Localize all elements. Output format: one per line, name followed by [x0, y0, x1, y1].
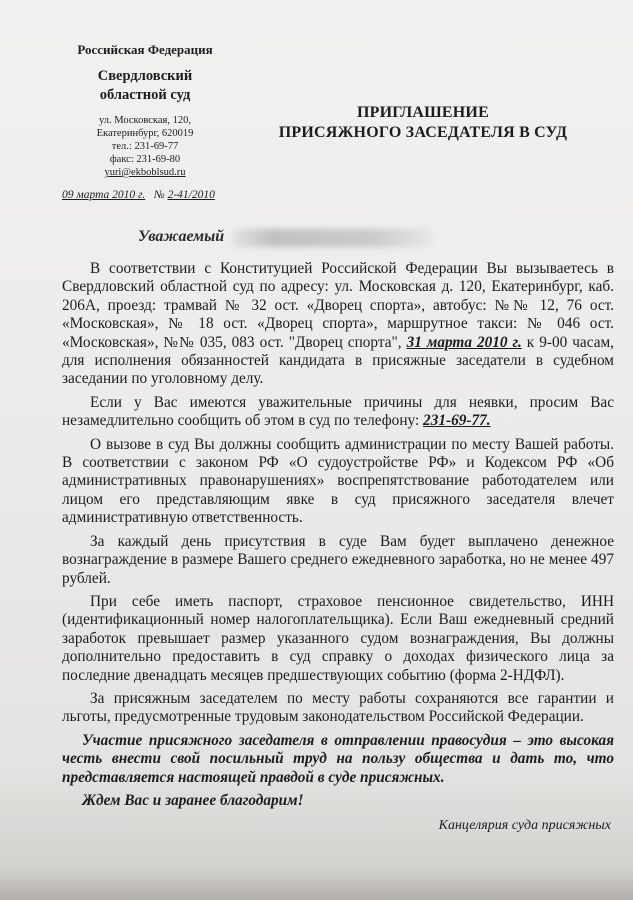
address-line1: ул. Московская, 120, [99, 115, 191, 126]
sender-block [50, 40, 240, 179]
registration-number: 2-41/2010 [167, 189, 215, 201]
phone-number: тел.: 231-69-77 [111, 141, 179, 152]
absence-text: Если у Вас имеются уважительные причины для неявки, просим Вас незамедлительно сообщить об этом в суд по телефону: [62, 393, 614, 430]
closing-statement: Участие присяжного заседателя в отправлении правосудия – это высокая честь внести свой посильный труд на пользу общества и дать то, что представляется настоящей правдой в суде присяжных. [62, 731, 614, 786]
signature: Канцелярия суда присяжных [438, 818, 611, 833]
fax-number: факс: 231-69-80 [109, 154, 181, 165]
page-shadow [0, 868, 633, 900]
court-name-line1: Свердловский [97, 68, 193, 84]
contact-phone: 231-69-77. [423, 412, 491, 430]
country-name: Российская Федерация [77, 42, 213, 57]
title-line1: ПРИГЛАШЕНИЕ [357, 104, 489, 121]
paragraph-compensation: За каждый день присутствия в суде Вам будет выплачено денежное вознаграждение в размере Вашего среднего ежедневного заработка, но не менее 497 рублей. [62, 532, 614, 587]
court-contacts [50, 114, 240, 179]
summons-text: В соответствии с Конституцией Российской Федерации Вы вызываетесь в Свердловский областной суд по адресу: ул. Московская д. 120, Екатеринбург, каб. 206А, проезд: трамвай № 32 ост. «Дворец спорта», автобус: №№ 12, 76 ост. «Московская», № 18 ост. «Дворец спорта», маршрутное такси: № 046 ост. «Московская», №№ 035, 083 ост. "Дворец спорта", [62, 260, 614, 351]
court-name-line2: областной суд [99, 87, 191, 103]
letter-body [62, 260, 614, 815]
email-address: yuri@ekboblsud.ru [104, 167, 186, 178]
registration-number-label: № [153, 189, 165, 201]
redacted-name [232, 229, 432, 247]
paragraph-absence [62, 394, 614, 431]
closing-thanks: Ждем Вас и заранее благодарим! [82, 791, 304, 809]
court-name [50, 67, 240, 105]
registration-line [62, 189, 215, 201]
greeting: Уважаемый [138, 228, 225, 245]
paragraph-summons [62, 260, 614, 389]
title-line2: ПРИСЯЖНОГО ЗАСЕДАТЕЛЯ В СУД [278, 124, 568, 141]
registration-date: 09 марта 2010 г. [62, 189, 146, 201]
paragraph-guarantees: За присяжным заседателем по месту работы сохраняются все гарантии и льготы, предусмотренные трудовым законодательством Российской Федерации. [62, 689, 614, 726]
paragraph-employer: О вызове в суд Вы должны сообщить администрации по месту Вашей работы. В соответствии с законом РФ «О судоустройстве РФ» и Кодексом РФ «Об административных правонарушениях» воспрепятствование работодателем или лицом его представляющим явке в суд присяжного заседателя влечет административную ответственность. [62, 435, 614, 527]
summons-text-end: к 9-00 часам, для исполнения обязанностей кандидата в присяжные заседатели в судебном заседании по уголовному делу. [62, 333, 614, 388]
address-line2: Екатеринбург, 620019 [96, 128, 194, 139]
closing-block [62, 732, 614, 811]
paragraph-documents: При себе иметь паспорт, страховое пенсионное свидетельство, ИНН (идентификационный номер налогоплательщика). Если Ваш ежедневный средний заработок превышает размер указанного судом вознаграждения, Вы должны дополнительно предоставить в суд справку о доходах физического лица за последние двенадцать месяцев предшествующих событию (форма 2-НДФЛ). [62, 592, 614, 684]
document-title [278, 103, 568, 143]
hearing-date: 31 марта 2010 г. [406, 333, 522, 351]
